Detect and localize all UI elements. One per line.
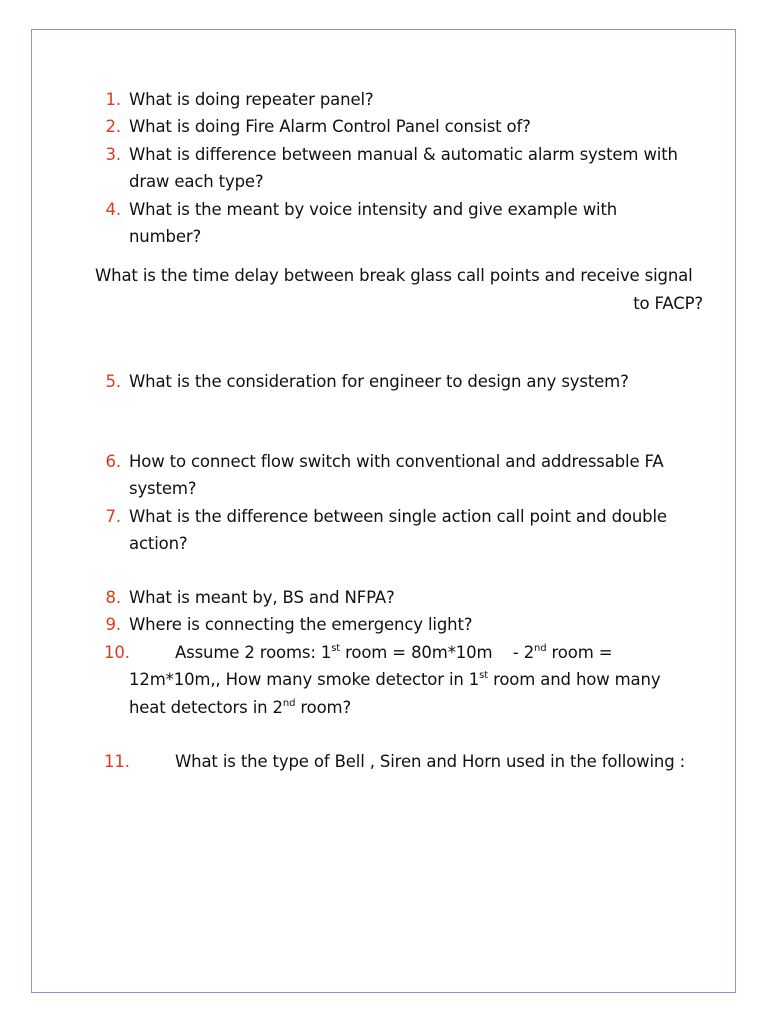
question-number: 2. [105, 117, 121, 136]
question-text-continued [129, 694, 351, 722]
question-text: What is the meant by voice intensity and give example with [129, 200, 618, 219]
question-number: 8. [105, 588, 121, 607]
ordinal-suffix: nd [534, 642, 547, 654]
ordinal-suffix: st [479, 669, 488, 681]
q10-text-part: room? [295, 698, 352, 717]
question-text: What is the consideration for engineer to design any system? [129, 372, 629, 391]
question-number: 5. [105, 372, 121, 391]
question-number: 1. [105, 90, 121, 109]
question-text: What is doing Fire Alarm Control Panel consist of? [129, 117, 531, 136]
question-text: What is difference between manual & automatic alarm system with [129, 145, 678, 164]
note-line-1: What is the time delay between break glass call points and receive signal [95, 266, 693, 285]
question-text: What is the difference between single action call point and double [129, 507, 667, 526]
note-line-2: to FACP? [633, 294, 703, 313]
question-number: 3. [105, 145, 121, 164]
question-text: What is the type of Bell , Siren and Horn used in the following : [175, 752, 686, 771]
q10-text-part: room and how many [487, 670, 661, 689]
question-number: 11. [104, 752, 130, 771]
q10-text-part: room = 80m*10m - 2 [340, 643, 535, 662]
question-number: 9. [105, 615, 121, 634]
question-text: Where is connecting the emergency light? [129, 615, 473, 634]
question-text-continued: number? [129, 227, 202, 246]
q10-text-part: room = [546, 643, 613, 662]
question-text-continued: action? [129, 534, 188, 553]
ordinal-suffix: nd [282, 697, 296, 709]
question-text [175, 639, 612, 667]
q10-text-part: heat detectors in 2 [129, 698, 283, 717]
question-text-continued: draw each type? [129, 172, 264, 191]
q10-text-part: 12m*10m,, How many smoke detector in 1 [129, 670, 480, 689]
question-text-continued [129, 666, 660, 694]
question-text: What is meant by, BS and NFPA? [129, 588, 395, 607]
question-text: How to connect flow switch with conventional and addressable FA [129, 452, 664, 471]
question-text: What is doing repeater panel? [129, 90, 374, 109]
question-number: 7. [105, 507, 121, 526]
question-number: 4. [105, 200, 121, 219]
question-number: 6. [105, 452, 121, 471]
question-text-continued: system? [129, 479, 197, 498]
question-number: 10. [104, 643, 130, 662]
q10-text-part: Assume 2 rooms: 1 [175, 643, 332, 662]
ordinal-suffix: st [331, 642, 341, 654]
